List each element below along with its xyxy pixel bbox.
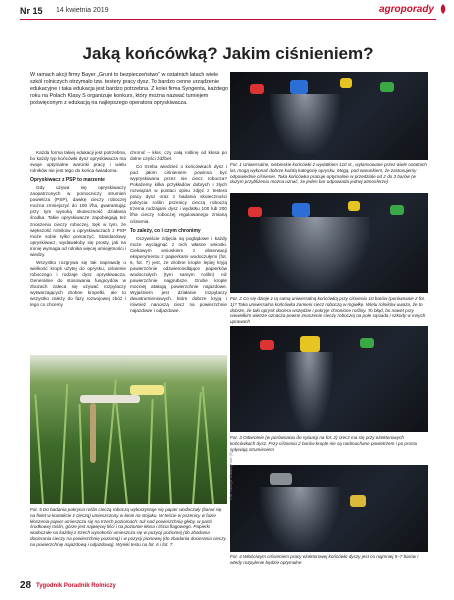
brand-logo-icon (438, 3, 448, 15)
photo-credit: Fot. Henryk Katarzyński (5) (228, 451, 233, 500)
photo-4-ejector-optimal (230, 465, 428, 552)
caption-fot-4: Fot. 4 Właściwym ciśnieniem pracy eżektorowej końcówki dyszy jest co najmniej 5–7 barów i wtedy rozpylenie będzie optymalne (230, 554, 419, 565)
paragraph: Oczywiście zdjęcia są poglądowe i każdy może wyciągnąć z nich własne wnioski. Ciekawym wnioskiem z obserwacji eksperymentu z papierkami wodoczułymi (fot. 6, fot. 7) jest, że drobne krople lepiej kryją powierzchnie odzwierciedlające papierków wodoczułych (tym samym roślin) niż powierzchnie najgrubsze. Grube krople mocniej atakują powierzchnie najazdowe. Wyjaśniem jest działanie rozpylaczy dwustrumieniowych, które dobrze kryją i również nanoszą ciecz na powierzchnie najazdowe i odjazdowe. (130, 235, 227, 314)
header-rule (20, 19, 436, 20)
article-column-2 (130, 150, 227, 316)
brand-name: agroporady (378, 4, 434, 15)
section-heading: Opryskiwacz z PSP to marzenie (30, 177, 105, 184)
paragraph: Gdy używa się opryskiwaczy zaopatrzonych w pomocniczy strumień powietrza (PSP), dawkę cieczy roboczej można zmniejszyć do 100 l/ha, gwarantując przy tym wysoką skuteczność działania środka. Takie opryskiwacze zapobiegają też znoszeniu cieczy roboczej. Sęk w tym, że większość rolników o opryskiwaczach z PSP może sobie tylko pomarzyć. Standardowy opryskiwacz, wydawałoby się prosty, jak na ironię wymaga od rolnika więcej umiejętności i wiedzy. (30, 185, 126, 257)
article-lead: W ramach akcji firmy Bayer „Grunt to bezpieczeństwo” w ostatnich latach wiele szkół rolniczych otrzymało tzw. testery pracy dysz. To bardzo cenne urządzenie edukacyjne i taka edukacja jest bardzo potrzebna. Z kolei firma Syngenta, każdego roku na Polach Klasy S organizuje konkurs, który można nazwać turniejem poświęconym z edukacją na najlepszego operatora opryskiwacza. (30, 72, 229, 106)
caption-fot-5: Fot. 5 Do badania pokrycia roślin cieczą roboczą wykorzystuje się papier wodoczuły (barwi się na fiolet w kontakcie z cieczą) umieszczony w łanie na stojaku. W teście w pszenicy w fazie kłoszenia papier umieszcza się na trzech poziomach: tuż nad powierzchnią gleby, w partii środkowej roślin, górze jest najwięcej liści i na poziomie kłosa i liścia flagowego. Papierki wodoczułe na każdej z trzech wysokości umieszcza się w pozycji poziomej (do zbadania docierania cieczy na powierzchnię poziomą) i w pozycji pionowej (do zbadania docierania cieczy na powierzchnię najazdową i odjazdową). Wyniki testu na fot. 6 i fot. 7 (30, 507, 226, 547)
article-column-1 (30, 150, 126, 310)
issue-date: 14 kwietnia 2019 (56, 7, 109, 14)
photo-3-ejector-stream (230, 326, 428, 432)
caption-fot-2: Fot. 2 Co się dzieje z tą samą uniwersalną końcówką przy ciśnieniu 10 barów (porównanie z fot. 1)? Taka uniwersalna końcówka zamieni ciecz roboczą w mgiełkę. Wielu rolników uważa, że to dobrze, że taki oprysk dociera wszędzie i pokryje chronione rośliny. To błąd, bo nawet przy niewielkim wietrze oznacza pewne znoszenie cieczy roboczej na pole sąsiada i szkody w innych uprawach (230, 296, 426, 325)
issue-number: Nr 15 (20, 6, 43, 16)
photo-5-wheat-field (30, 355, 227, 504)
paragraph: Wszystko rozgrywa się tak naprawdę o wielkość kropli użytej do oprysku, ciśnienie roboczego i rodzaje dysz opryskiwacza. Generalnie do stosowania fungicydów w zbożach zaleca się używać rozpylaczy wytwarzających drobne kropelki, ale to wszystko zależy do fazy rozwojowej zbóż i tego co chcemy (30, 259, 126, 308)
photo-1-nozzle-tester (230, 72, 428, 160)
section-heading: To zależy, co i czym chronimy (130, 227, 201, 234)
photo-2-nozzle-mist (230, 193, 428, 293)
publication-name: Tygodnik Poradnik Rolniczy (36, 583, 116, 589)
paragraph: chronić – kłos, czy całą roślinę od kłosa po dolne części źdźbeł. (130, 150, 227, 162)
page-number: 28 (20, 580, 32, 591)
paragraph: Każda forma takiej edukacji jest potrzebna, bo każdy typ końcówki dysz opryskiwacza ma swoje optymalne warunki pracy i wielu rolników nie jest tego do końca świadoma. (30, 150, 126, 174)
paragraph: Co trzeba wiedzieć o końcówkach dysz i pod jakim ciśnieniem powinna być wypryskiwana przez nie ciecz robocza? Pokażemy kilka przykładów dobrych i złych rozwiązań w postaci opisu zdjęć z testera pracy dysz oraz z badania skuteczności pokrycia roślin pszenicy cieczą roboczą trzema rodzajami dysz i wydatku 100 lub 200 l/ha cieczy roboczej regulowanego zmianą ciśnienia. (130, 164, 227, 224)
caption-fot-1: Fot. 1 Uniwersalne, niebieskie końcówki z wydatkiem 110 st., wylansowane przez wiele ostatnich lat, mogą wykonać dobrze każdą kategorię oprysku. Mogą, pod warunkiem, że zastosujemy odpowiednie ciśnienie. Taka końcówka pracuje optymalnie w przedziale od 2 do 3 barów (w dużym przybliżeniu można uznać, że jeden bar odpowiada jednej atmosferze) (230, 162, 427, 185)
article-title: Jaką końcówką? Jakim ciśnieniem? (82, 44, 374, 63)
caption-fot-3: Fot. 3 Odwrotnie (w porównaniu do sytuacji na fot. 2) rzecz ma się przy eżektorowych końcówkach dysz. Przy ciśnieniu 2 barów krople nie są nadmuchane powietrzem i po prostu spływają strumieniem (230, 435, 418, 452)
